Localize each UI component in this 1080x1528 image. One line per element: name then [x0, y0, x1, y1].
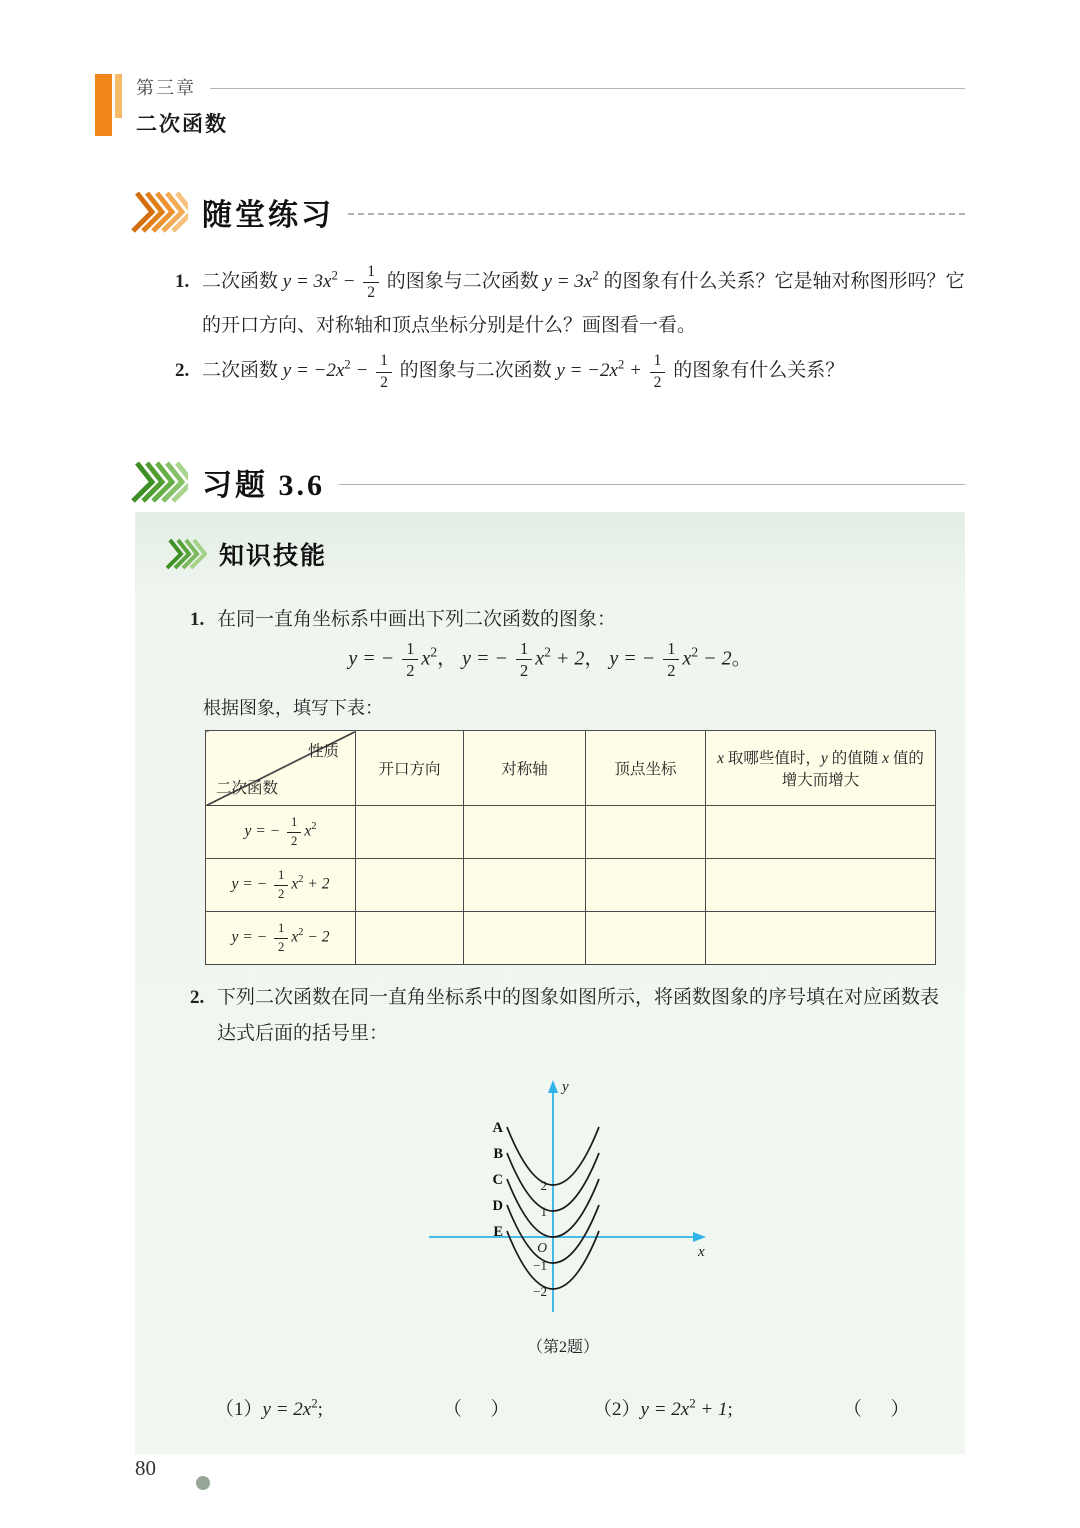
coordinate-graph	[413, 1074, 713, 1329]
chevrons-icon	[130, 190, 188, 234]
corner-label-bottom: 二次函数	[216, 780, 279, 797]
practice-section	[130, 190, 965, 393]
table-empty-cell	[706, 859, 936, 912]
table-row	[206, 806, 936, 859]
table-row	[206, 912, 936, 965]
table-empty-cell	[586, 859, 706, 912]
answer-2	[593, 1394, 733, 1421]
answer-1	[215, 1394, 323, 1421]
row-formula: y = − $\frac{1}{2}$ $x^2$	[206, 806, 356, 859]
chapter-label: 第三章	[136, 78, 196, 98]
exercise-item-1	[190, 602, 945, 638]
problem-number: 2.	[175, 360, 190, 382]
practice-title: 随堂练习	[202, 199, 334, 232]
table-empty-cell	[356, 806, 464, 859]
x-axis-arrow	[693, 1232, 706, 1242]
exercise-heading	[130, 460, 965, 504]
table-intro: 根据图象，填写下表：	[203, 698, 383, 718]
curve-label-A: A	[492, 1120, 503, 1136]
practice-problem-2	[175, 349, 965, 393]
table-corner-cell	[206, 731, 356, 806]
chapter-marker-bar	[95, 74, 112, 136]
item-text: 下列二次函数在同一直角坐标系中的图象如图所示，将函数图象的序号填在对应函数表达式后面的括号里：	[217, 987, 940, 1045]
row-formula: y = − $\frac{1}{2}$ $x^2 - 2$	[206, 912, 356, 965]
x-axis-label: x	[698, 1244, 705, 1260]
table-empty-cell	[706, 912, 936, 965]
problem-text: 二次函数 $y = 3x^2$ − $\frac{1}{2}$ 的图象与二次函数 $y = 3x^2$ 的图象有什么关系？它是轴对称图形吗？它的开口方向、对称轴和顶点坐标分别是什么？画图看一看。	[202, 262, 965, 336]
exercise-panel	[135, 512, 965, 1454]
answer-blank-2: （ ）	[843, 1399, 910, 1420]
answer-formula: $y = 2x^2$;	[262, 1395, 323, 1420]
answers-row	[135, 1394, 965, 1428]
origin-label: O	[537, 1240, 547, 1255]
item-number: 2.	[190, 987, 205, 1008]
answer-label: （1）	[215, 1399, 263, 1420]
curve-label-B: B	[493, 1146, 503, 1162]
item-text: 在同一直角坐标系中画出下列二次函数的图象：	[217, 609, 617, 630]
chapter-title: 二次函数	[136, 112, 228, 136]
table-empty-cell	[464, 806, 586, 859]
table-empty-cell	[356, 912, 464, 965]
answer-formula: $y = 2x^2 + 1$;	[640, 1395, 733, 1420]
corner-label-top: 性质	[307, 743, 339, 760]
curve-label-E: E	[493, 1224, 503, 1240]
table-empty-cell	[586, 912, 706, 965]
chevrons-icon	[130, 460, 188, 504]
table-empty-cell	[464, 912, 586, 965]
page-number: 80	[135, 1456, 156, 1480]
graph-caption: （第2题）	[526, 1339, 599, 1356]
curve-label-C: C	[492, 1172, 503, 1188]
table-header: 顶点坐标	[586, 731, 706, 806]
table-header: 对称轴	[464, 731, 586, 806]
y-axis-label: y	[562, 1079, 569, 1095]
exercise-item-2	[190, 980, 940, 1052]
tick-2: 2	[540, 1178, 547, 1193]
table-empty-cell	[706, 806, 936, 859]
table-empty-cell	[464, 859, 586, 912]
formula-line: y = − $\frac{1}{2}$ $x^2$， y = − $\frac{1}{2}$ $x^2 + 2$， y = − $\frac{1}{2}$ $x^2 - 2$。	[348, 639, 752, 681]
table-row	[206, 859, 936, 912]
chevrons-icon	[165, 538, 207, 570]
chapter-header	[95, 74, 965, 138]
problem-number: 1.	[175, 271, 190, 292]
header-rule	[210, 88, 965, 89]
table-header: x 取哪些值时，y 的值随 x 值的增大而增大	[706, 731, 936, 806]
footer-dot	[196, 1476, 210, 1490]
table-empty-cell	[356, 859, 464, 912]
answer-label: （2）	[593, 1399, 641, 1420]
tick-1: 1	[540, 1204, 547, 1219]
item-number: 1.	[190, 609, 205, 630]
row-formula: y = − $\frac{1}{2}$ $x^2 + 2$	[206, 859, 356, 912]
table-empty-cell	[586, 806, 706, 859]
problem-text: 二次函数 $y = -2x^2$ − $\frac{1}{2}$ 的图象与二次函数 $y = -2x^2$ + $\frac{1}{2}$ 的图象有什么关系？	[202, 352, 845, 391]
tick-m1: −1	[533, 1258, 547, 1273]
answer-blank-1: （ ）	[443, 1399, 510, 1420]
exercise-title: 习题 3.6	[202, 469, 325, 502]
y-axis-arrow	[548, 1080, 558, 1093]
table-header: 开口方向	[356, 731, 464, 806]
skills-title: 知识技能	[219, 543, 328, 570]
solid-rule	[339, 484, 965, 485]
curve-label-D: D	[492, 1198, 503, 1214]
fill-table	[205, 730, 936, 965]
chapter-marker-bar-light	[115, 74, 122, 118]
practice-problem-1	[175, 260, 965, 347]
tick-m2: −2	[533, 1284, 547, 1299]
dashed-rule	[348, 213, 965, 215]
skills-heading	[165, 536, 327, 572]
